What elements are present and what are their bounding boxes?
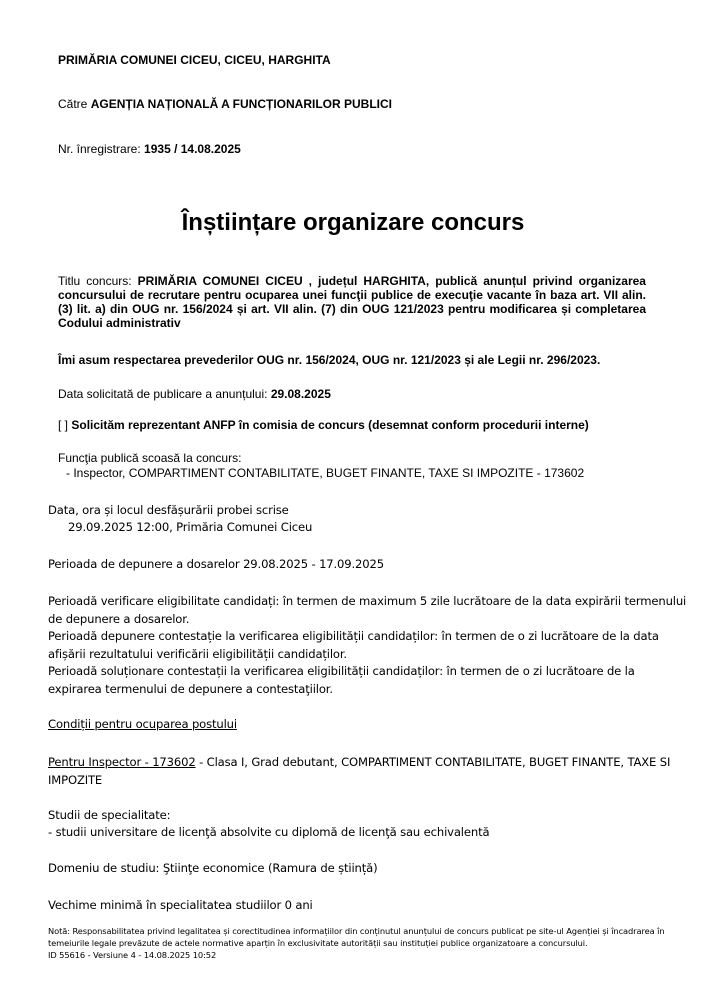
recipient-agency: AGENȚIA NAȚIONALĂ A FUNCȚIONARILOR PUBLICI [90,97,392,111]
appeal-submission-period: Perioadă depunere contestație la verificarea eligibilității candidaților: în termen de o zi lucrătoare de la data afișării rezultatului verificării eligibilității candidaților. [48,629,659,661]
contest-title-county-prefix: , județul [302,274,364,288]
exam-label: Data, ora și locul desfășurării probei scrise [48,503,289,517]
registration-line [58,142,241,156]
position-value: - Inspector, COMPARTIMENT CONTABILITATE, BUGET FINANTE, TAXE SI IMPOZITE - 173602 [66,466,585,480]
institution-name: PRIMĂRIA COMUNEI CICEU, CICEU, HARGHITA [58,53,331,67]
studies-value: - studii universitare de licenţă absolvite cu diplomă de licenţă sau echivalentă [48,825,490,839]
conditions-heading: Condiții pentru ocuparea postului [48,717,237,731]
publish-date-label: Data solicitată de publicare a anunțului: [58,387,268,401]
contest-title-description: HARGHITA, publică anunțul privind organizarea concursului de recrutare pentru ocuparea unei funcţii publice de execuţie vacante în baza art. VII alin. (3) lit. a) din OUG nr. 156/2024 și art. VII alin. (7) din OUG 121/2023 pentru modificarea și completarea Codului administrativ [58,274,646,330]
version-info: ID 55616 - Versiune 4 - 14.08.2025 10:52 [48,950,217,960]
registration-value: 1935 / 14.08.2025 [144,142,241,156]
eligibility-check-period: Perioadă verificare eligibilitate candidați: în termen de maximum 5 zile lucrătoare de la data expirării termenului de depunere a dosarelor. [48,594,687,626]
recipient-prefix: Către [58,97,88,111]
appeal-resolution-period: Perioadă soluționare contestații la verificarea eligibilității candidaților: în termen de o zi lucrătoare de la expirarea termenului de depunere a contestaţiilor. [48,664,635,696]
exam-value: 29.09.2025 12:00, Primăria Comunei Ciceu [68,520,313,534]
minimum-seniority: Vechime minimă în specialitatea studiilor 0 ani [48,898,313,912]
contest-title-paragraph [58,274,646,330]
contest-title-label: Titlu concurs: [58,274,132,288]
post-conditions [48,754,688,789]
recipient-line [58,97,392,111]
page-title: Înștiințare organizare concurs [181,209,525,236]
contest-title-institution: PRIMĂRIA COMUNEI CICEU [137,274,303,288]
anfp-request-text: Solicităm reprezentant ANFP în comisia de concurs (desemnat conform procedurii interne) [71,418,589,432]
position-label: Funcţia publică scoasă la concurs: [58,451,242,465]
legal-note: Notă: Responsabilitatea privind legalitatea și corectitudinea informațiilor din conținutul anunțului de concurs publicat pe site-ul Agenției și încadrarea în temeiurile legale prevăzute de actele normative aparțin în exclusivitate autorității sau instituției publice organizatoare a concursului. [48,926,665,948]
studies-label: Studii de specialitate: [48,808,171,822]
publish-date-value: 29.08.2025 [270,387,331,401]
registration-label: Nr. înregistrare: [58,142,141,156]
anfp-request-line [58,418,646,432]
publish-date-line [58,387,646,401]
post-link[interactable]: Pentru Inspector - 173602 [48,755,196,769]
post-description: - Clasa I, Grad debutant, COMPARTIMENT CONTABILITATE, BUGET FINANTE, TAXE SI IMPOZITE [48,755,671,787]
commitment-statement: Îmi asum respectarea prevederilor OUG nr. 156/2024, OUG nr. 121/2023 și ale Legii nr. 296/2023. [58,353,601,367]
anfp-checkbox: [ ] [58,418,69,432]
submission-period: Perioada de depunere a dosarelor 29.08.2025 - 17.09.2025 [48,557,384,571]
study-field: Domeniu de studiu: Ştiinţe economice (Ramura de știință) [48,861,378,875]
